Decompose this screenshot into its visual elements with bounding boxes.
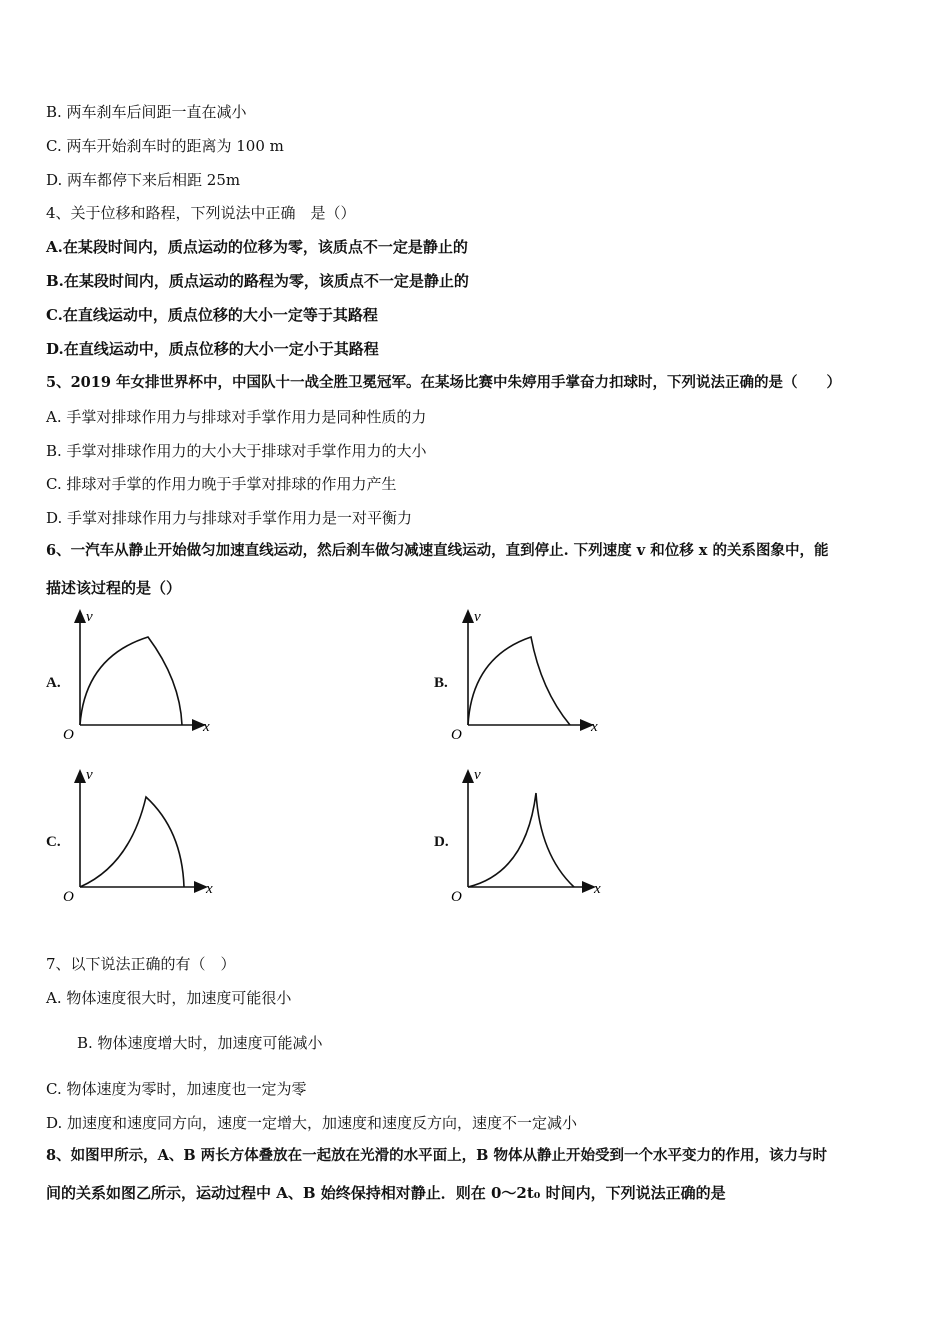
graph-c-curve: [80, 797, 184, 887]
q8-stem-line2: 间的关系如图乙所示，运动过程中 A、B 始终保持相对静止．则在 0～2t₀ 时间内，下列说法正确的是: [46, 1184, 726, 1202]
q7-option-c: C. 物体速度为零时，加速度也一定为零: [46, 1080, 307, 1098]
q6-stem-line1: 6、一汽车从静止开始做匀加速直线运动，然后刹车做匀减速直线运动，直到停止. 下列速度 v 和位移 x 的关系图象中，能: [46, 542, 829, 559]
graph-c-y-arrow: [74, 769, 86, 783]
q3-option-c: C. 两车开始刹车时的距离为 100 m: [46, 137, 284, 155]
q7-option-a: A. 物体速度很大时，加速度可能很小: [46, 989, 292, 1007]
graph-a-x-label: x: [203, 719, 210, 735]
graph-a-v-label: v: [86, 609, 93, 625]
graph-c-origin: O: [63, 889, 74, 905]
graph-b: [448, 605, 608, 745]
graph-d-origin: O: [451, 889, 462, 905]
graph-a-curve: [80, 637, 182, 725]
q4-option-d: D.在直线运动中，质点位移的大小一定小于其路程: [46, 340, 379, 358]
graph-c: [60, 765, 220, 905]
q4-option-b: B.在某段时间内，质点运动的路程为零，该质点不一定是静止的: [46, 272, 469, 290]
graph-a-y-arrow: [74, 609, 86, 623]
q4-option-c: C.在直线运动中，质点位移的大小一定等于其路程: [46, 306, 378, 324]
graph-c-label: C.: [46, 834, 61, 850]
q5-option-b: B. 手掌对排球作用力的大小大于排球对手掌作用力的大小: [46, 442, 427, 460]
q6-stem-line2: 描述该过程的是（）: [46, 579, 182, 597]
graph-d-x-label: x: [594, 881, 601, 897]
q3-option-d: D. 两车都停下来后相距 25m: [46, 171, 241, 189]
graph-c-v-label: v: [86, 767, 93, 783]
graph-b-v-label: v: [474, 609, 481, 625]
graph-d-curve: [468, 793, 574, 887]
graph-d-y-arrow: [462, 769, 474, 783]
q3-option-b: B. 两车刹车后间距一直在减小: [46, 103, 247, 121]
graph-d-label: D.: [434, 834, 449, 850]
graph-b-origin: O: [451, 727, 462, 743]
q7-stem: 7、以下说法正确的有（ ）: [46, 955, 236, 973]
graph-d: [448, 765, 608, 905]
q7-option-d: D. 加速度和速度同方向，速度一定增大，加速度和速度反方向，速度不一定减小: [46, 1114, 578, 1132]
q5-option-a: A. 手掌对排球作用力与排球对手掌作用力是同种性质的力: [46, 408, 427, 426]
q8-stem-line1: 8、如图甲所示，A、B 两长方体叠放在一起放在光滑的水平面上，B 物体从静止开始受到一个水平变力的作用，该力与时: [46, 1147, 827, 1164]
graph-b-label: B.: [434, 675, 448, 691]
graph-b-y-arrow: [462, 609, 474, 623]
graph-a-origin: O: [63, 727, 74, 743]
q5-option-d: D. 手掌对排球作用力与排球对手掌作用力是一对平衡力: [46, 509, 413, 527]
q7-option-b: B. 物体速度增大时，加速度可能减小: [77, 1034, 323, 1052]
q5-stem: 5、2019 年女排世界杯中，中国队十一战全胜卫冕冠军。在某场比赛中朱婷用手掌奋力扣球时，下列说法正确的是（ ）: [46, 374, 841, 391]
q5-option-c: C. 排球对手掌的作用力晚于手掌对排球的作用力产生: [46, 475, 397, 493]
q4-option-a: A.在某段时间内，质点运动的位移为零，该质点不一定是静止的: [46, 238, 468, 256]
q4-stem: 4、关于位移和路程，下列说法中正确 是（）: [46, 204, 356, 222]
graph-c-x-label: x: [206, 881, 213, 897]
graph-b-curve: [468, 637, 570, 725]
graph-d-v-label: v: [474, 767, 481, 783]
graph-a: [60, 605, 220, 745]
graph-a-label: A.: [46, 675, 61, 691]
graph-b-x-label: x: [591, 719, 598, 735]
